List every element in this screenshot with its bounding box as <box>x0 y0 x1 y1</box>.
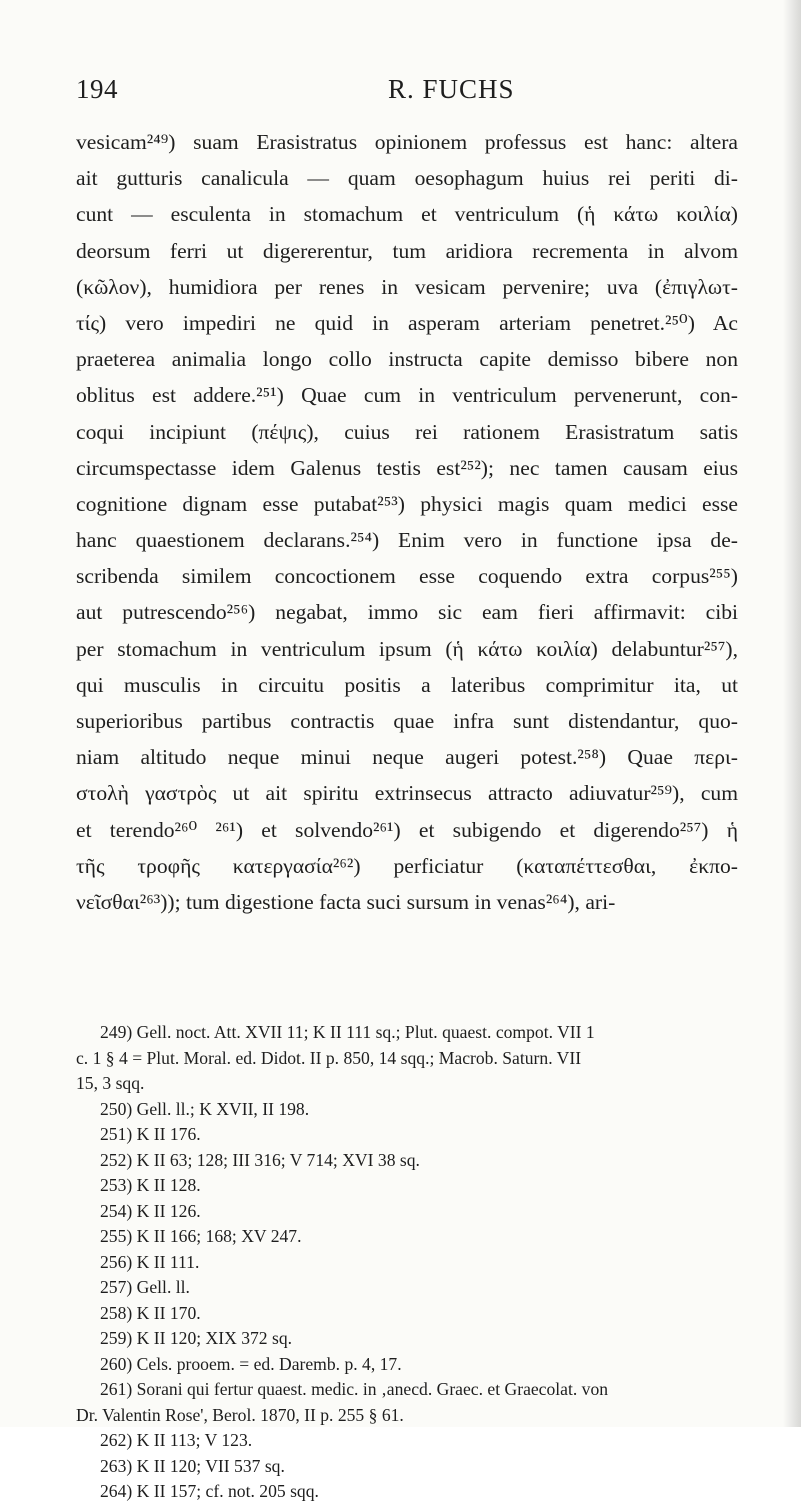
footnote: 263) K II 120; VII 537 sq. <box>100 1455 285 1476</box>
footnote-continuation: 15, 3 sqq. <box>76 1073 145 1093</box>
page-header <box>76 74 716 104</box>
footnote: 258) K II 170. <box>100 1302 201 1323</box>
text-line: deorsum ferri ut digererentur, tum aridiora recrementa in alvom <box>76 238 738 263</box>
text-line: στολὴ γαστρὸς ut ait spiritu extrinsecus attracto adiuvatur²⁵⁹), cum <box>76 781 738 806</box>
footnote: 260) Cels. prooem. = ed. Daremb. p. 4, 17. <box>100 1353 402 1374</box>
main-text <box>76 124 738 920</box>
footnote: 257) Gell. ll. <box>100 1277 190 1297</box>
footnotes <box>76 1020 738 1505</box>
footnote: 255) K II 166; 168; XV 247. <box>100 1226 302 1246</box>
text-line: praeterea animalia longo collo instructa capite demisso bibere non <box>76 347 738 372</box>
text-line: τῆς τροφῆς κατεργασία²⁶²) perficiatur (καταπέττεσθαι, ἐκπο- <box>76 853 738 878</box>
footnote-continuation: Dr. Valentin Rose', Berol. 1870, II p. 255 § 61. <box>76 1404 404 1425</box>
footnote: 262) K II 113; V 123. <box>100 1430 253 1450</box>
text-line: per stomachum in ventriculum ipsum (ἡ κάτω κοιλία) delabuntur²⁵⁷), <box>76 636 738 661</box>
running-head: R. FUCHS <box>388 74 515 104</box>
footnote: 259) K II 120; XIX 372 sq. <box>100 1328 293 1348</box>
footnote: 250) Gell. ll.; K XVII, II 198. <box>100 1098 310 1119</box>
text-line: hanc quaestionem declarans.²⁵⁴) Enim vero in functione ipsa de- <box>76 528 738 553</box>
footnote: 261) Sorani qui fertur quaest. medic. in ‚anecd. Graec. et Graecolat. von <box>100 1379 609 1399</box>
text-line: aut putrescendo²⁵⁶) negabat, immo sic eam fieri affirmavit: cibi <box>76 600 738 625</box>
text-line: superioribus partibus contractis quae infra sunt distendantur, quo- <box>76 709 738 733</box>
footnote: 264) K II 157; cf. not. 205 sqq. <box>100 1481 319 1501</box>
text-line: et terendo²⁶⁰ ²⁶¹) et solvendo²⁶¹) et subigendo et digerendo²⁵⁷) ἡ <box>76 817 738 842</box>
text-line: vesicam²⁴⁹) suam Erasistratus opinionem professus est hanc: altera <box>76 130 738 154</box>
footnote: 251) K II 176. <box>100 1124 201 1144</box>
text-line: circumspectasse idem Galenus testis est²⁵²); nec tamen causam eius <box>76 455 738 480</box>
footnote: 254) K II 126. <box>100 1200 201 1221</box>
text-line: cunt — esculenta in stomachum et ventriculum (ἡ κάτω κοιλία) <box>76 202 738 227</box>
footnote: 256) K II 111. <box>100 1251 200 1272</box>
text-line: ait gutturis canalicula — quam oesophagum huius rei periti di- <box>76 166 738 191</box>
page-number: 194 <box>76 74 118 104</box>
text-line: cognitione dignam esse putabat²⁵³) physici magis quam medici esse <box>76 491 738 516</box>
footnote: 249) Gell. noct. Att. XVII 11; K II 111 sq.; Plut. quaest. compot. VII 1 <box>100 1022 595 1042</box>
text-line: νεῖσθαι²⁶³)); tum digestione facta suci sursum in venas²⁶⁴), ari- <box>76 889 616 914</box>
text-line: scribenda similem concoctionem esse coquendo extra corpus²⁵⁵) <box>76 564 738 589</box>
footnote: 253) K II 128. <box>100 1175 201 1195</box>
text-line: niam altitudo neque minui neque augeri potest.²⁵⁸) Quae περι- <box>76 745 738 770</box>
footnote-continuation: c. 1 § 4 = Plut. Moral. ed. Didot. II p. 850, 14 sqq.; Macrob. Saturn. VII <box>76 1047 582 1068</box>
text-line: coqui incipiunt (πέψις), cuius rei rationem Erasistratum satis <box>76 419 738 444</box>
text-line: qui musculis in circuitu positis a lateribus comprimitur ita, ut <box>76 672 738 697</box>
footnote: 252) K II 63; 128; III 316; V 714; XVI 38 sq. <box>100 1149 420 1170</box>
text-line: (κῶλον), humidiora per renes in vesicam pervenire; uva (ἐπιγλωτ- <box>76 274 738 299</box>
text-line: oblitus est addere.²⁵¹) Quae cum in ventriculum pervenerunt, con- <box>76 383 738 408</box>
text-line: τίς) vero impediri ne quid in asperam arteriam penetret.²⁵⁰) Ac <box>76 310 738 335</box>
page-edge-shadow <box>783 0 801 1427</box>
